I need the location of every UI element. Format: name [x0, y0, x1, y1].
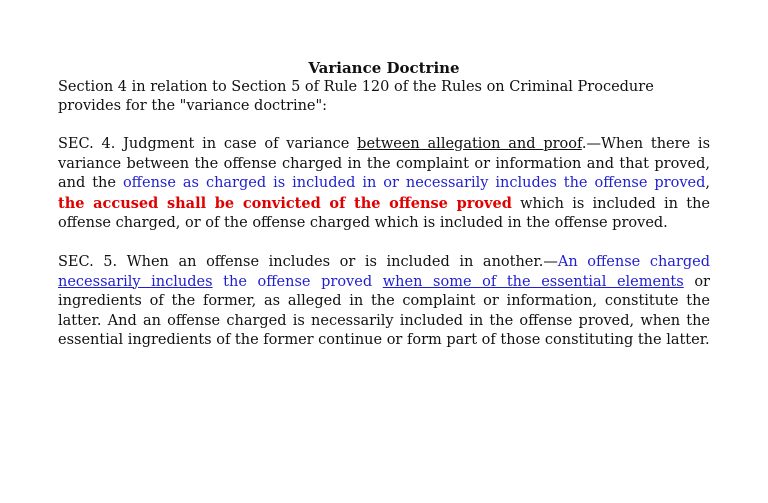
- sec5-heading: SEC. 5. When an offense includes or is included in another.—: [58, 253, 558, 270]
- sec5-blue-phrase-2: the offense proved: [212, 273, 383, 290]
- paragraph-gap: [58, 234, 710, 253]
- sec4-text: .—When there is variance between the offense charged in the complaint or information and that proved, and the: [58, 136, 711, 192]
- sec4-tail: which is included in the offense charged, or of the offense charged which is included in the offense proved.: [58, 195, 710, 232]
- sec5-underlined-phrase-2: when some of the essential elements: [382, 273, 684, 290]
- sec4-comma: ,: [705, 175, 711, 192]
- section-4-paragraph: [58, 135, 710, 234]
- document-title: Variance Doctrine: [308, 59, 460, 77]
- sec4-underlined-phrase: between allegation and proof: [357, 136, 582, 152]
- sec5-blue-phrase: An offense charged: [557, 253, 710, 270]
- sec4-red-highlight: the accused shall be convicted of the offense proved: [58, 194, 512, 212]
- sec4-blue-highlight: offense as charged is included in or necessarily includes the offense proved: [122, 175, 706, 192]
- document-page: [58, 58, 710, 351]
- sec4-heading: SEC. 4. Judgment in case of variance: [58, 136, 358, 152]
- sec5-tail: or ingredients of the former, as alleged in the complaint or information, constitute the latter. And an offense charged is necessarily included in the offense proved, when the essential ingredients of the former continue or form part of those constituting the latter.: [58, 273, 710, 349]
- paragraph-gap: [58, 116, 710, 135]
- sec5-underlined-phrase: necessarily includes: [58, 273, 213, 290]
- intro-text: Section 4 in relation to Section 5 of Rule 120 of the Rules on Criminal Procedure provides for the "variance doctrine":: [58, 79, 654, 114]
- section-5-paragraph: [58, 253, 710, 351]
